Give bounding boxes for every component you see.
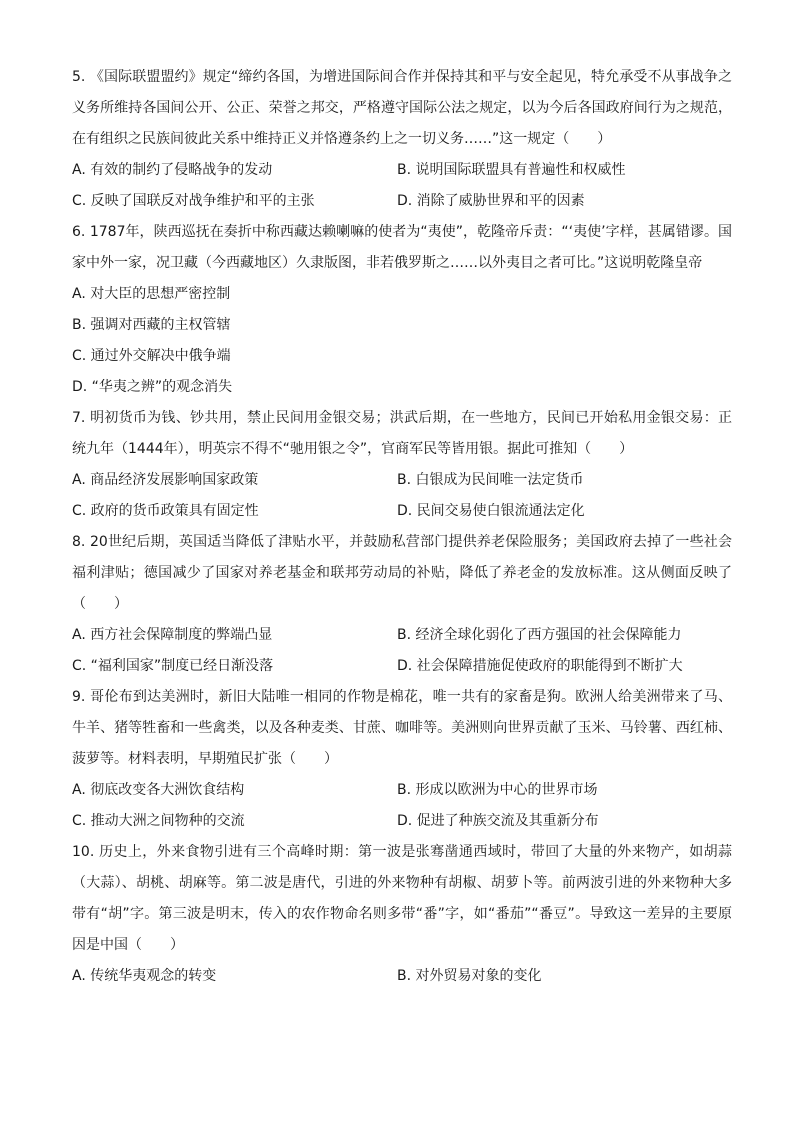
option-c[interactable]: C. 推动大洲之间物种的交流	[72, 813, 245, 829]
question-stem: 9. 哥伦布到达美洲时，新旧大陆唯一相同的作物是棉花，唯一共有的家畜是狗。欧洲人给美洲带来了马、牛羊、猪等牲畜和一些禽类，以及各种麦类、甘蔗、咖啡等。美洲则向世界贡献了玉米、马铃薯、西红柿、菠萝等。材料表明，早期殖民扩张（ ）	[72, 689, 732, 767]
options	[72, 961, 732, 992]
question-8	[72, 527, 732, 682]
option-b[interactable]: B. 经济全球化弱化了西方强国的社会保障能力	[397, 627, 682, 643]
option-d[interactable]: D. 促进了种族交流及其重新分布	[397, 813, 599, 829]
option-a[interactable]: A. 对大臣的思想严密控制	[72, 286, 231, 302]
options	[72, 620, 732, 682]
option-b[interactable]: B. 对外贸易对象的变化	[397, 968, 542, 984]
options	[72, 465, 732, 527]
question-stem: 6. 1787年，陕西巡抚在奏折中称西藏达赖喇嘛的使者为“夷使”，乾隆帝斥责：“‘夷使’字样，甚属错谬。国家中外一家，况卫藏（今西藏地区）久隶版图，非若俄罗斯之……以外夷目之者可比。”这说明乾隆皇帝	[72, 224, 732, 271]
option-a[interactable]: A. 西方社会保障制度的弊端凸显	[72, 627, 273, 643]
question-6	[72, 217, 732, 403]
question-stem: 7. 明初货币为钱、钞共用，禁止民间用金银交易；洪武后期，在一些地方，民间已开始私用金银交易：正统九年（1444年），明英宗不得不“驰用银之令”，官商军民等皆用银。据此可推知（ ）	[72, 410, 732, 457]
question-stem: 8. 20世纪后期，英国适当降低了津贴水平，并鼓励私营部门提供养老保险服务；美国政府去掉了一些社会福利津贴；德国减少了国家对养老基金和联邦劳动局的补贴，降低了养老金的发放标准。这从侧面反映了（ ）	[72, 534, 732, 612]
option-d[interactable]: D. “华夷之辨”的观念消失	[72, 379, 233, 395]
options	[72, 279, 732, 403]
question-stem: 10. 历史上，外来食物引进有三个高峰时期：第一波是张骞凿通西域时，带回了大量的外来物产，如胡蒜（大蒜）、胡桃、胡麻等。第二波是唐代，引进的外来物种有胡椒、胡萝卜等。前两波引进的外来物种大多带有“胡”字。第三波是明末，传入的农作物命名则多带“番”字，如“番茄”“番豆”。导致这一差异的主要原因是中国（ ）	[72, 844, 732, 953]
option-d[interactable]: D. 消除了威胁世界和平的因素	[397, 193, 585, 209]
option-b[interactable]: B. 说明国际联盟具有普遍性和权威性	[397, 162, 626, 178]
option-d[interactable]: D. 社会保障措施促使政府的职能得到不断扩大	[397, 658, 683, 674]
option-c[interactable]: C. 政府的货币政策具有固定性	[72, 503, 259, 519]
option-a[interactable]: A. 有效的制约了侵略战争的发动	[72, 162, 273, 178]
question-stem: 5. 《国际联盟盟约》规定“缔约各国，为增进国际间合作并保持其和平与安全起见，特允承受不从事战争之义务所维持各国间公开、公正、荣誉之邦交，严格遵守国际公法之规定，以为今后各国政府间行为之规范，在有组织之民族间彼此关系中维持正义并恪遵条约上之一切义务……”这一规定（ ）	[72, 69, 732, 147]
option-b[interactable]: B. 形成以欧洲为中心的世界市场	[397, 782, 598, 798]
question-7	[72, 403, 732, 527]
question-5	[72, 62, 732, 217]
option-b[interactable]: B. 白银成为民间唯一法定货币	[397, 472, 584, 488]
option-a[interactable]: A. 彻底改变各大洲饮食结构	[72, 782, 245, 798]
option-a[interactable]: A. 传统华夷观念的转变	[72, 968, 217, 984]
options	[72, 155, 732, 217]
option-d[interactable]: D. 民间交易使白银流通法定化	[397, 503, 585, 519]
option-c[interactable]: C. 通过外交解决中俄争端	[72, 348, 231, 364]
question-9	[72, 682, 732, 837]
options	[72, 775, 732, 837]
option-a[interactable]: A. 商品经济发展影响国家政策	[72, 472, 259, 488]
exam-page	[72, 62, 732, 992]
option-b[interactable]: B. 强调对西藏的主权管辖	[72, 317, 231, 333]
option-c[interactable]: C. “福利国家”制度已经日渐没落	[72, 658, 274, 674]
question-10	[72, 837, 732, 992]
option-c[interactable]: C. 反映了国联反对战争维护和平的主张	[72, 193, 315, 209]
